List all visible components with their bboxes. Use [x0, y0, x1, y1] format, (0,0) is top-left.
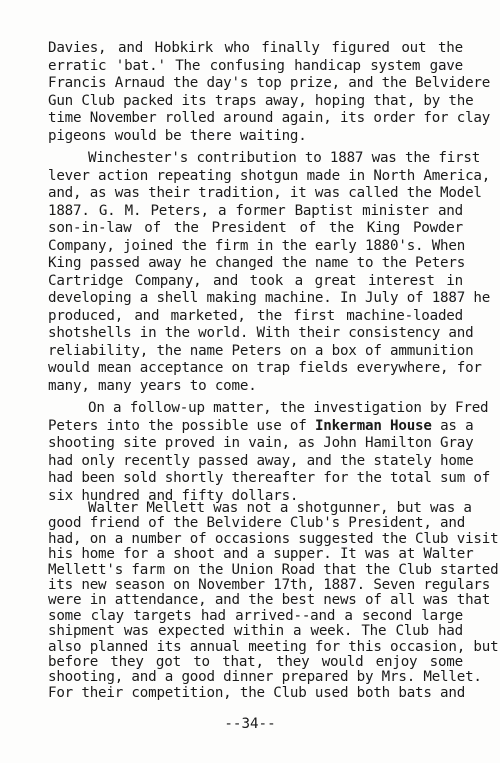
text-line: For their competition, the Club used both bats and: [48, 684, 466, 701]
text-line: also planned its annual meeting for this occasion, but: [48, 638, 499, 655]
text-line: produced, and marketed, the first machine-loaded: [48, 307, 463, 324]
text-line: some clay targets had arrived--and a second large: [48, 607, 463, 624]
text-line: Company, joined the firm in the early 1880's. When: [48, 237, 466, 254]
text-line: Davies, and Hobkirk who finally figured out the: [48, 40, 463, 56]
text-line: many, many years to come.: [48, 377, 257, 394]
text-line: had, on a number of occasions suggested the Club visit: [48, 530, 499, 547]
text-line: his home for a shoot and a supper. It was at Walter: [48, 546, 474, 563]
text-line: lever action repeating shotgun made in North America,: [48, 167, 491, 184]
text-line: shooting, and a good dinner prepared by Mrs. Mellet.: [48, 669, 482, 686]
text-line: shotshells in the world. With their consistency and: [48, 325, 474, 341]
text-line: and, as was their tradition, it was called the Model: [48, 185, 482, 201]
text-line: Winchester's contribution to 1887 was the first: [88, 150, 481, 166]
text-line: six hundred and fifty dollars.: [48, 487, 299, 504]
text-line: [48, 417, 474, 436]
text-line: 1887. G. M. Peters, a former Baptist minister and: [48, 202, 463, 219]
text-line: Cartridge Company, and took a great interest in: [48, 272, 463, 289]
text-line: Francis Arnaud the day's top prize, and the Belvidere: [48, 75, 491, 91]
text-line: Gun Club packed its traps away, hoping that, by the: [48, 92, 474, 109]
text-segment: Peters into the possible use of: [48, 417, 315, 434]
page-number: --34--: [224, 716, 276, 732]
text-line: shooting site proved in vain, as John Hamilton Gray: [48, 435, 474, 451]
text-line: good friend of the Belvidere Club's President, and: [48, 515, 466, 532]
text-line: had only recently passed away, and the stately home: [48, 452, 474, 469]
text-line: On a follow-up matter, the investigation by Fred: [88, 400, 489, 416]
text-line: its new season on November 17th, 1887. Seven regulars: [48, 577, 491, 593]
text-line: Mellett's farm on the Union Road that the Club started: [48, 561, 499, 578]
text-line: Walter Mellett was not a shotgunner, but was a: [88, 500, 472, 516]
text-line: reliability, the name Peters on a box of ammunition: [48, 342, 474, 359]
text-line: pigeons would be there waiting.: [48, 127, 307, 144]
inkerman-house-bold-text: Inkerman House: [314, 417, 432, 434]
text-line: before they got to that, they would enjoy some: [48, 654, 463, 670]
text-line: time November rolled around again, its order for clay: [48, 110, 491, 126]
text-line: had been sold shortly thereafter for the total sum of: [48, 470, 491, 486]
text-line: King passed away he changed the name to the Peters: [48, 255, 466, 271]
text-line: developing a shell making machine. In July of 1887 he: [48, 290, 491, 306]
text-line: were in attendance, and the best news of all was that: [48, 592, 491, 609]
text-line: shipment was expected within a week. The Club had: [48, 623, 463, 640]
text-line: would mean acceptance on trap fields everywhere, for: [48, 360, 482, 376]
text-segment: as a: [431, 417, 474, 434]
text-line: son-in-law of the President of the King Powder: [48, 220, 463, 236]
text-line: erratic 'bat.' The confusing handicap system gave: [48, 57, 463, 74]
